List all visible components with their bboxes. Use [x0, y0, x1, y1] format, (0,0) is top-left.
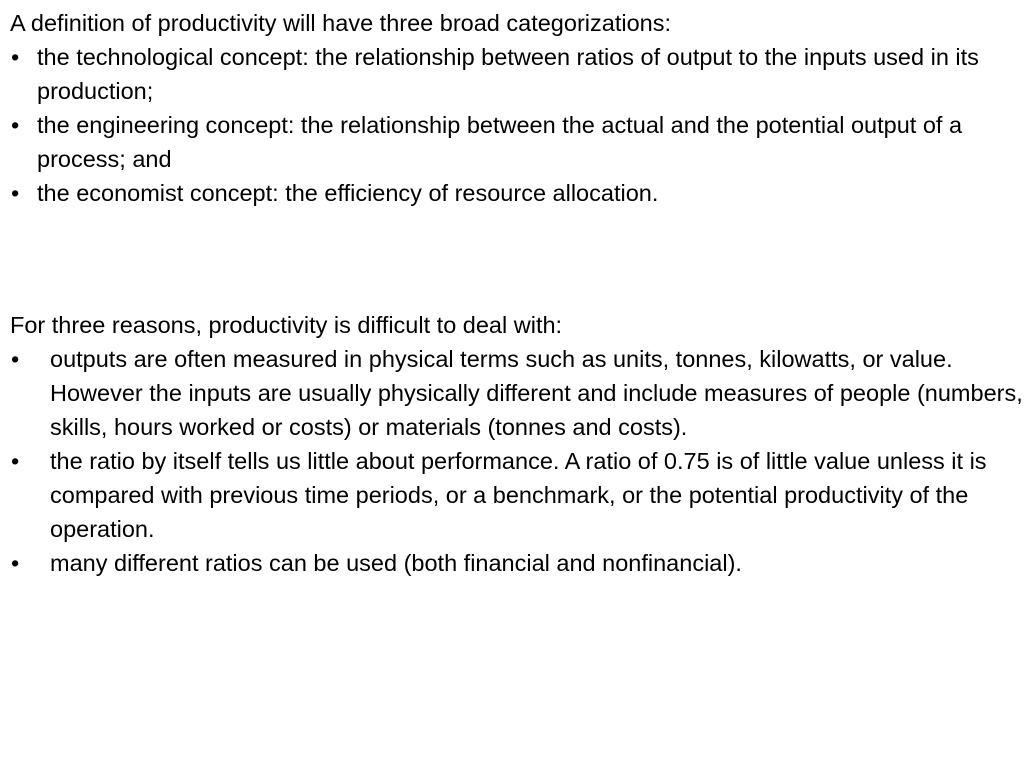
- list-item-text: outputs are often measured in physical terms such as units, tonnes, kilowatts, or value. However the inputs are usually physically different and include measures of people (numbers, skills, hours worked or costs) or materials (tonnes and costs).: [50, 346, 1023, 440]
- productivity-difficulty-section: [10, 308, 1024, 580]
- bullet-icon: •: [11, 346, 20, 372]
- section-intro: A definition of productivity will have three broad categorizations:: [10, 10, 671, 36]
- bullet-icon: •: [11, 180, 20, 206]
- list-item: [10, 40, 1024, 108]
- list-item-text: many different ratios can be used (both financial and nonfinancial).: [50, 550, 742, 576]
- productivity-definition-section: [10, 6, 1024, 210]
- bullet-icon: •: [11, 550, 20, 576]
- list-item-text: the technological concept: the relationship between ratios of output to the inputs used in its production;: [37, 44, 979, 104]
- categorization-list: [10, 40, 1024, 210]
- list-item: [10, 108, 1024, 176]
- section-intro: For three reasons, productivity is difficult to deal with:: [10, 312, 563, 338]
- bullet-icon: •: [11, 112, 20, 138]
- list-item: [10, 444, 1024, 546]
- list-item: [10, 546, 1024, 580]
- list-item-text: the economist concept: the efficiency of resource allocation.: [37, 180, 659, 206]
- list-item-text: the engineering concept: the relationship between the actual and the potential output of a process; and: [37, 112, 963, 172]
- reasons-list: [10, 342, 1024, 580]
- list-item-text: the ratio by itself tells us little about performance. A ratio of 0.75 is of little value unless it is compared with previous time periods, or a benchmark, or the potential productivity of the operation.: [50, 448, 987, 542]
- list-item: [10, 342, 1024, 444]
- bullet-icon: •: [11, 448, 20, 474]
- list-item: [10, 176, 1024, 210]
- bullet-icon: •: [11, 44, 20, 70]
